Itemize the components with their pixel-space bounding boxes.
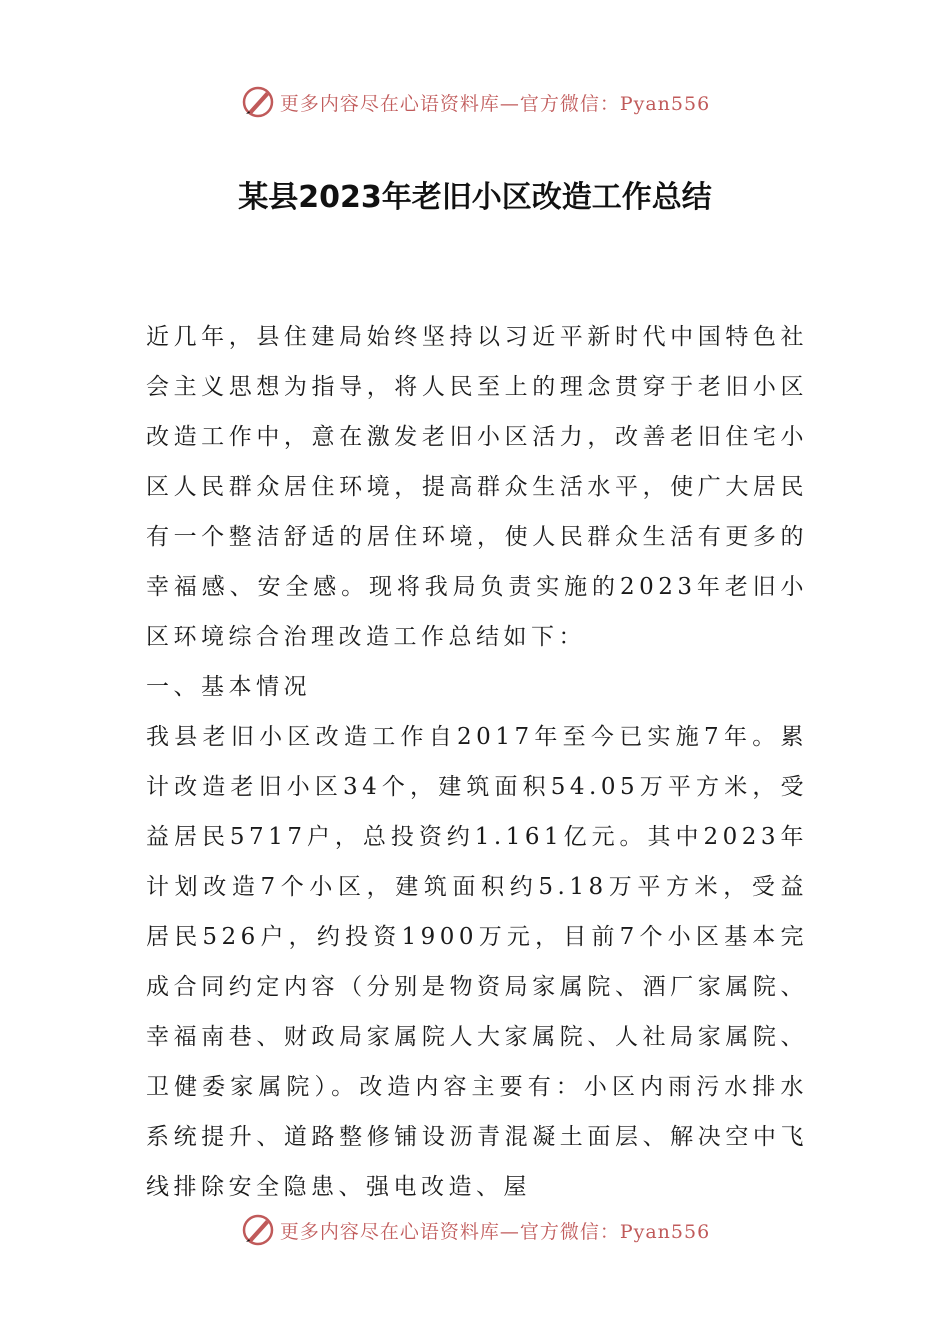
pen-logo-icon — [240, 84, 276, 120]
header-watermark — [0, 80, 950, 124]
watermark-text: 更多内容尽在心语资料库—官方微信：Pyan556 — [279, 92, 711, 115]
document-title: 某县2023年老旧小区改造工作总结 — [238, 180, 712, 215]
document-body — [146, 312, 808, 1212]
intro-paragraph: 近几年，县住建局始终坚持以习近平新时代中国特色社会主义思想为指导，将人民至上的理念贯穿于老旧小区改造工作中，意在激发老旧小区活力，改善老旧住宅小区人民群众居住环境，提高群众生活水平，使广大居民有一个整洁舒适的居住环境，使人民群众生活有更多的幸福感、安全感。现将我局负责实施的2023年老旧小区环境综合治理改造工作总结如下： — [146, 324, 808, 650]
section-heading: 一、基本情况 — [146, 674, 311, 700]
footer-watermark — [0, 1208, 950, 1252]
watermark-text: 更多内容尽在心语资料库—官方微信：Pyan556 — [279, 1220, 711, 1243]
pen-logo-icon — [240, 1212, 276, 1248]
basic-situation-paragraph: 我县老旧小区改造工作自2017年至今已实施7年。累计改造老旧小区34个，建筑面积54.05万平方米，受益居民5717户，总投资约1.161亿元。其中2023年计划改造7个小区，建筑面积约5.18万平方米，受益居民526户，约投资1900万元，目前7个小区基本完成合同约定内容（分别是物资局家属院、酒厂家属院、幸福南巷、财政局家属院人大家属院、人社局家属院、卫健委家属院）。改造内容主要有：小区内雨污水排水系统提升、道路整修铺设沥青混凝土面层、解决空中飞线排除安全隐患、强电改造、屋 — [146, 724, 808, 1200]
